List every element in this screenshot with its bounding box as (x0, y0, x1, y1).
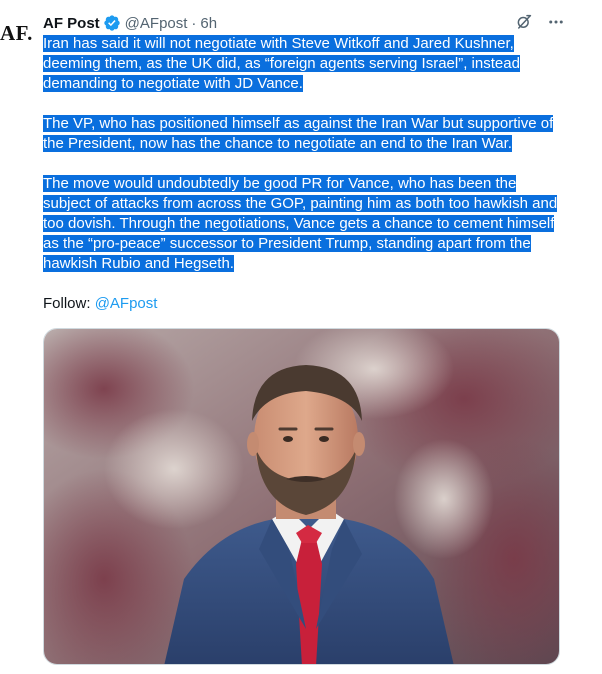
grok-icon[interactable] (514, 12, 534, 32)
tweet-paragraph (43, 174, 563, 274)
tweet-header (43, 12, 217, 34)
author-handle[interactable]: @AFpost (124, 14, 188, 32)
verified-badge-icon[interactable] (103, 14, 121, 32)
separator-dot: · (191, 14, 197, 32)
follow-label: Follow: (43, 295, 91, 312)
selected-text: The VP, who has positioned himself as against the Iran War but supportive of the President, now has the chance to negotiate an end to the Iran War. (43, 115, 554, 152)
more-options-icon[interactable] (546, 12, 566, 32)
timestamp[interactable]: 6h (200, 14, 218, 32)
page-edge (578, 0, 602, 674)
tweet-paragraph (43, 34, 563, 94)
photo-illustration (44, 329, 560, 665)
selected-text: The move would undoubtedly be good PR for Vance, who has been the subject of attacks from across the GOP, painting him as both too hawkish and too dovish. Through the negotiations, Vance gets a chance to cement himself as the “pro-peace” successor to President Trump, standing apart from the hawkish Rubio and Hegseth. (43, 175, 558, 272)
selected-text: Iran has said it will not negotiate with Steve Witkoff and Jared Kushner, deeming them, as the UK did, as “foreign agents serving Israel”, instead demanding to negotiate with JD Vance. (43, 35, 520, 92)
follow-line (43, 294, 563, 314)
display-name[interactable]: AF Post (43, 14, 100, 32)
header-actions (514, 12, 566, 32)
tweet-paragraph (43, 114, 563, 154)
tweet-text (43, 34, 563, 314)
follow-handle-link[interactable]: @AFpost (94, 295, 158, 312)
avatar[interactable]: AF. (0, 21, 33, 45)
tweet-photo[interactable] (43, 328, 560, 665)
